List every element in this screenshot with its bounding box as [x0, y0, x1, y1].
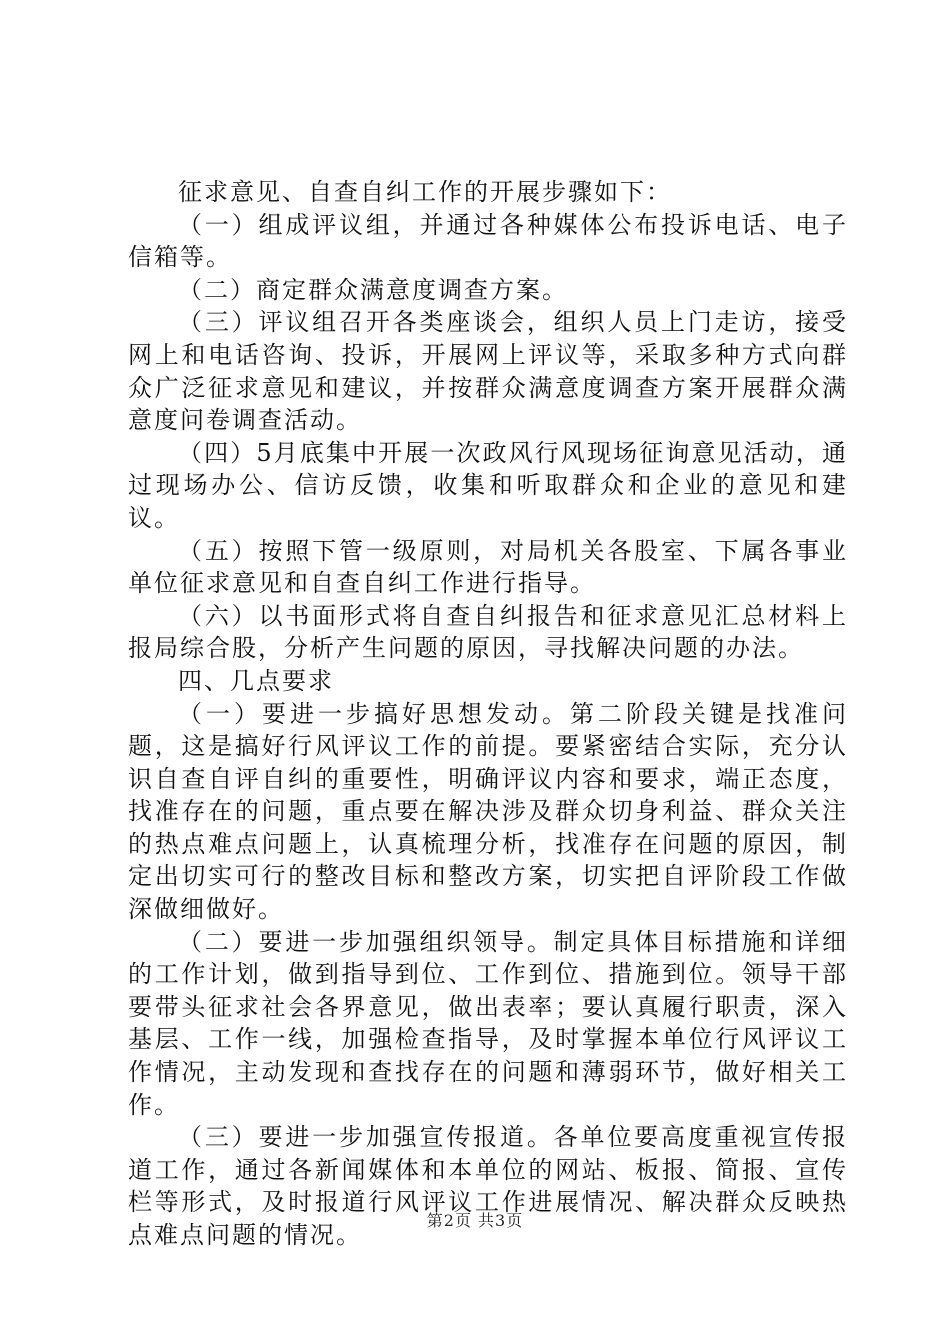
- paragraph-step-5: （五）按照下管一级原则，对局机关各股室、下属各事业单位征求意见和自查自纠工作进行指导。: [128, 536, 848, 598]
- paragraph-step-4: （四）5月底集中开展一次政风行风现场征询意见活动，通过现场办公、信访反馈，收集和听取群众和企业的意见和建议。: [128, 438, 848, 532]
- paragraph-step-3: （三）评议组召开各类座谈会，组织人员上门走访，接受网上和电话咨询、投诉，开展网上评议等，采取多种方式向群众广泛征求意见和建议，并按群众满意度调查方案开展群众满意度问卷调查活动。: [128, 308, 848, 435]
- paragraph-requirement-3: （三）要进一步加强宣传报道。各单位要高度重视宣传报道工作，通过各新闻媒体和本单位的网站、板报、简报、宣传栏等形式，及时报道行风评议工作进展情况、解决群众反映热点难点问题的情况。: [128, 1123, 848, 1249]
- paragraph-step-1: （一）组成评议组，并通过各种媒体公布投诉电话、电子信箱等。: [128, 210, 848, 272]
- paragraph-step-6: （六）以书面形式将自查自纠报告和征求意见汇总材料上报局综合股，分析产生问题的原因，寻找解决问题的办法。: [128, 601, 848, 663]
- page-number-footer: 第2页 共3页: [426, 1211, 524, 1230]
- paragraph-steps-intro: 征求意见、自查自纠工作的开展步骤如下：: [178, 178, 672, 206]
- paragraph-requirement-2: （二）要进一步加强组织领导。制定具体目标措施和详细的工作计划，做到指导到位、工作到位、措施到位。领导干部要带头征求社会各界意见，做出表率；要认真履行职责，深入基层、工作一线，加强检查指导，及时掌握本单位行风评议工作情况，主动发现和查找存在的问题和薄弱环节，做好相关工作。: [128, 927, 848, 1119]
- section-heading-requirements: 四、几点要求: [178, 666, 334, 695]
- document-body: [128, 176, 848, 1252]
- paragraph-step-2: （二）商定群众满意度调查方案。: [178, 275, 568, 304]
- paragraph-requirement-1: （一）要进一步搞好思想发动。第二阶段关键是找准问题，这是搞好行风评议工作的前提。要紧密结合实际，充分认识自查自评自纠的重要性，明确评议内容和要求，端正态度，找准存在的问题，重点要在解决涉及群众切身利益、群众关注的热点难点问题上，认真梳理分析，找准存在问题的原因，制定出切实可行的整改目标和整改方案，切实把自评阶段工作做深做细做好。: [128, 699, 848, 924]
